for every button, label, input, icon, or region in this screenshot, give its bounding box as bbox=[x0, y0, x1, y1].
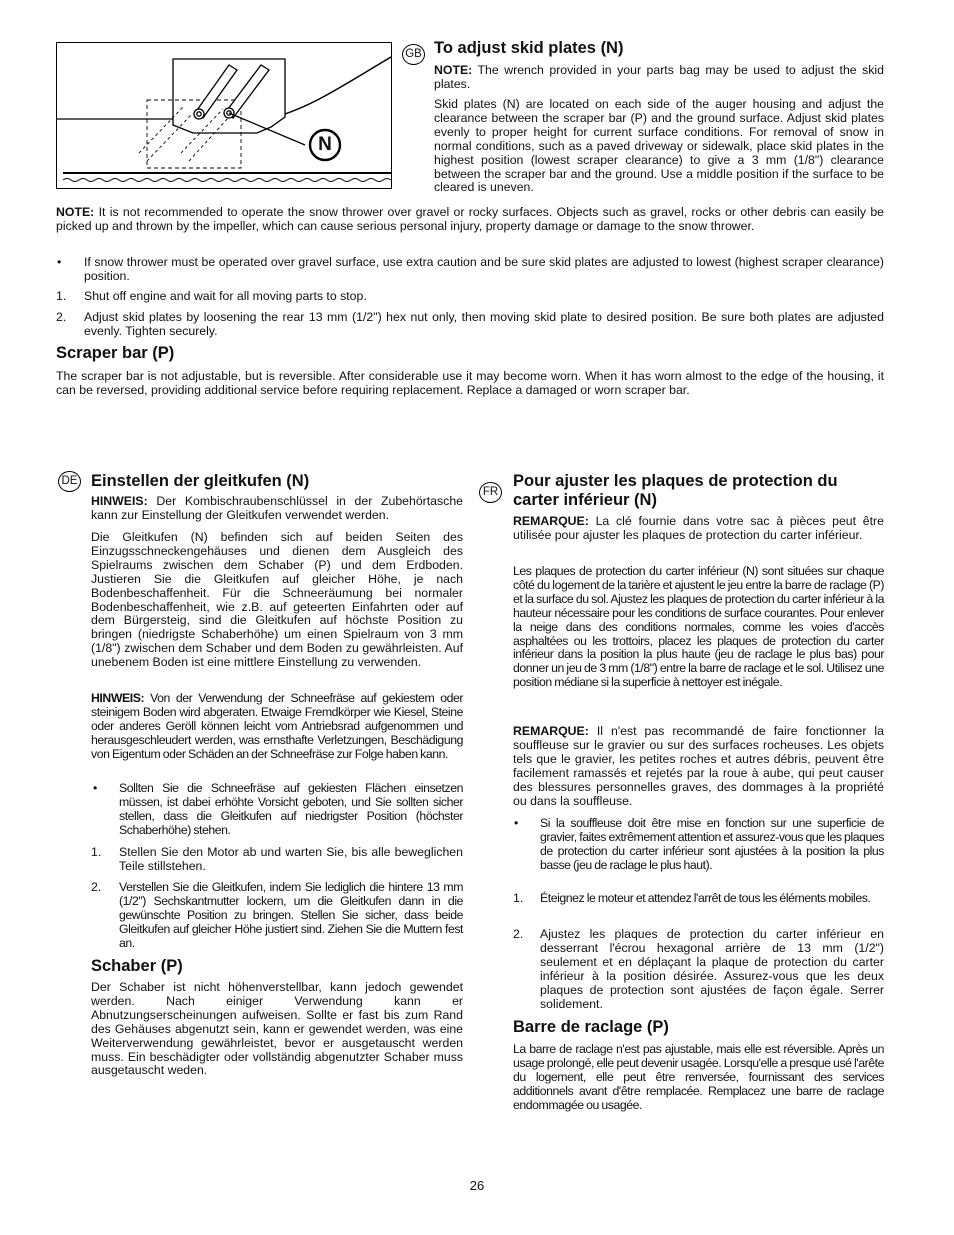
page-number: 26 bbox=[469, 1178, 485, 1193]
note-label: NOTE: bbox=[56, 205, 95, 219]
gb-bullet: If snow thrower must be operated over gravel surface, use extra caution and be sure skid plates are adjusted to lowest (highest scraper clearance) position. bbox=[84, 255, 884, 283]
note-label: HINWEIS: bbox=[91, 691, 145, 705]
note-text: La clé fournie dans votre sac à pièces peut être utilisée pour ajuster les plaques de protection du carter inférieur. bbox=[513, 514, 884, 542]
fr-note-2 bbox=[513, 725, 884, 808]
de-scraper-title: Schaber (P) bbox=[91, 957, 183, 975]
fr-bullet: Si la souffleuse doit être mise en fonction sur une superficie de gravier, faites extrêmement attention et assurez-vous que les plaques de protection du carter inférieur sont ajustées à la position la plus basse (jeu de raclage le plus haut). bbox=[540, 816, 884, 872]
skid-plate-illustration bbox=[57, 43, 391, 188]
de-para-1: Die Gleitkufen (N) befinden sich auf beiden Seiten des Einzugsschneckengehäuses und dienen dem Ausgleich des Spielraums zwischen dem Schaber (P) und dem Erdboden. Justieren Sie die Gleitkufen auf gleicher Höhe, je nach Bodenbeschaffenheit. Für die Schneeräumung bei normaler Bodenbeschaffenheit, wie z.B. auf geteerten Einfahrten oder auf dem Bürgersteig, sind die Gleitkufen auf höchste Position zu bringen (niedrigste Schaberhöhe) um einen Spielraum von 3 mm (1/8") zwischen dem Schaber und dem Boden zu gewährleisten. Auf unebenem Boden ist eine mittlere Einstellung zu verwenden. bbox=[91, 530, 463, 670]
gb-scraper-title: Scraper bar (P) bbox=[56, 344, 175, 362]
de-note-1 bbox=[91, 495, 463, 523]
gb-step-1: Shut off engine and wait for all moving parts to stop. bbox=[84, 289, 367, 303]
note-label: REMARQUE: bbox=[513, 514, 589, 528]
step-marker-2: 2. bbox=[56, 310, 67, 324]
note-text: It is not recommended to operate the snow thrower over gravel or rocky surfaces. Objects such as gravel, rocks or other debris can easily be picked up and thrown by the impeller, which can cause serious personal injury, property damage or damage to the snow thrower. bbox=[56, 205, 885, 233]
gb-title: To adjust skid plates (N) bbox=[434, 39, 624, 57]
fr-para-1: Les plaques de protection du carter inférieur (N) sont situées sur chaque côté du logement de la tarière et ajustent le jeu entre la barre de raclage (P) et la surface du sol. Ajustez les plaques de protection du carter inférieur à la hauteur nécessaire pour les conditions de surface courantes. Pour enlever la neige dans des conditions normales, comme les voies d'accès asphaltées ou les trottoirs, placez les plaques de protection du carter inférieur dans la position la plus haute (jeu de raclage le plus bas) pour donner un jeu de 3 mm (1/8") entre la barre de raclage et le sol. Utilisez une position médiane si la superficie à nettoyer est inégale. bbox=[513, 564, 884, 690]
fr-title: Pour ajuster les plaques de protection du carter inférieur (N) bbox=[513, 472, 838, 509]
de-step-1: Stellen Sie den Motor ab und warten Sie, bis alle beweglichen Teile stillstehen. bbox=[119, 845, 463, 873]
step-marker-1: 1. bbox=[56, 289, 67, 303]
de-step-2: Verstellen Sie die Gleitkufen, indem Sie lediglich die hintere 13 mm (1/2") Sechskantmutter lockern, um die Gleitkufen dann in die gewünschte Position zu bringen. Stellen Sie sicher, dass beide Gleitkufen auf gleicher Höhe justiert sind. Ziehen Sie die Muttern fest an. bbox=[119, 880, 463, 950]
note-text: Der Kombischraubenschlüssel in der Zubehörtasche kann zur Einstellung der Gleitkufen verwendet werden. bbox=[91, 494, 463, 522]
de-bullet: Sollten Sie die Schneefräse auf gekiesten Flächen einsetzen müssen, ist dabei erhöhte Vorsicht geboten, und Sie sollten sicher stellen, dass die Gleitkufen auf niedrigster Position (höchster Schaberhöhe) stehen. bbox=[119, 781, 463, 837]
step-marker-2: 2. bbox=[91, 880, 102, 894]
step-marker-1: 1. bbox=[91, 845, 102, 859]
fr-scraper-title: Barre de raclage (P) bbox=[513, 1018, 669, 1036]
gb-note-1 bbox=[434, 64, 884, 92]
fr-note-1 bbox=[513, 515, 884, 543]
bullet-marker: • bbox=[514, 816, 519, 830]
note-label: HINWEIS: bbox=[91, 494, 148, 508]
de-scraper-text: Der Schaber ist nicht höhenverstellbar, kann jedoch gewendet werden. Nach einiger Verwendung kann er Abnutzungserscheinungen aufweisen. Sollte er fast bis zum Rand des Gehäuses abgenutzt sein, kann er gewendet werden, was eine Weiterverwendung gewährleistet, bevor er ausgetauscht werden muss. Ein beschädigter oder vollständig abgenutzter Schaber muss ausgetauscht weden. bbox=[91, 980, 463, 1078]
de-title: Einstellen der gleitkufen (N) bbox=[91, 472, 310, 490]
de-note-2 bbox=[91, 692, 463, 762]
step-marker-1: 1. bbox=[513, 891, 524, 905]
note-text: Von der Verwendung der Schneefräse auf gekiestem oder steinigem Boden wird abgeraten. Etwaige Fremdkörper wie Kiesel, Steine oder anderes Geröll können leicht vom Antriebsrad aufgenommen und herausgeschleudert werden, was ernsthafte Verletzungen, Beschädigung von Eigentum oder Schäden an der Schneefräse zur Folge haben kann. bbox=[91, 691, 464, 761]
lang-badge-gb: GB bbox=[402, 44, 425, 65]
gb-scraper-text: The scraper bar is not adjustable, but is reversible. After considerable use it may become worn. When it has worn almost to the edge of the housing, it can be reversed, providing additional service before requiring replacement. Replace a damaged or worn scraper bar. bbox=[56, 369, 884, 397]
gb-step-2: Adjust skid plates by loosening the rear 13 mm (1/2") hex nut only, then moving skid plate to desired position. Be sure both plates are adjusted evenly. Tighten securely. bbox=[84, 310, 884, 338]
callout-label-n: N bbox=[318, 134, 332, 155]
note-label: NOTE: bbox=[434, 63, 473, 77]
fr-step-1: Éteignez le moteur et attendez l'arrêt de tous les éléments mobiles. bbox=[540, 891, 871, 905]
bullet-marker: • bbox=[93, 781, 98, 795]
skid-plate-figure bbox=[56, 42, 392, 189]
note-text: Il n'est pas recommandé de faire fonctionner la souffleuse sur le gravier ou sur des surfaces rocheuses. Les objets tels que le gravier, les petites roches et autres débris, peuvent être facilement ramassés et rejetés par la roue à aube, qui peut causer des blessures personnelles graves, des dommages à la propriété ou dans la souffleuse. bbox=[513, 724, 884, 808]
note-text: The wrench provided in your parts bag may be used to adjust the skid plates. bbox=[434, 63, 884, 91]
fr-scraper-text: La barre de raclage n'est pas ajustable, mais elle est réversible. Après un usage prolongé, elle peut devenir usagée. Lorsqu'elle a presque usé l'arête du logement, elle peut être renversée, fournissant des services additionnels avant d'être remplacée. Remplacez une barre de raclage endommagée ou usagée. bbox=[513, 1042, 884, 1112]
step-marker-2: 2. bbox=[513, 927, 524, 941]
gb-para-1: Skid plates (N) are located on each side of the auger housing and adjust the clearance between the scraper bar (P) and the ground surface. Adjust skid plates evenly to proper height for current surface conditions. For removal of snow in normal conditions, such as a paved driveway or sidewalk, place skid plates in the highest position (lowest scraper clearance) to give a 3 mm (1/8") clearance between the scraper bar and the ground. Use a middle position if the surface to be cleared is uneven. bbox=[434, 97, 884, 195]
lang-badge-de: DE bbox=[58, 471, 81, 492]
gb-note-2 bbox=[56, 206, 884, 234]
note-label: REMARQUE: bbox=[513, 724, 589, 738]
fr-step-2: Ajustez les plaques de protection du carter inférieur en desserrant l'écrou hexagonal arrière de 13 mm (1/2") seulement et en déplaçant la plaque de protection du carter inférieur à la position désirée. Assurez-vous que les deux plaques de protection sont ajustées de façon égale. Serrer solidement. bbox=[540, 927, 884, 1011]
lang-badge-fr: FR bbox=[479, 482, 502, 503]
bullet-marker: • bbox=[57, 255, 62, 269]
